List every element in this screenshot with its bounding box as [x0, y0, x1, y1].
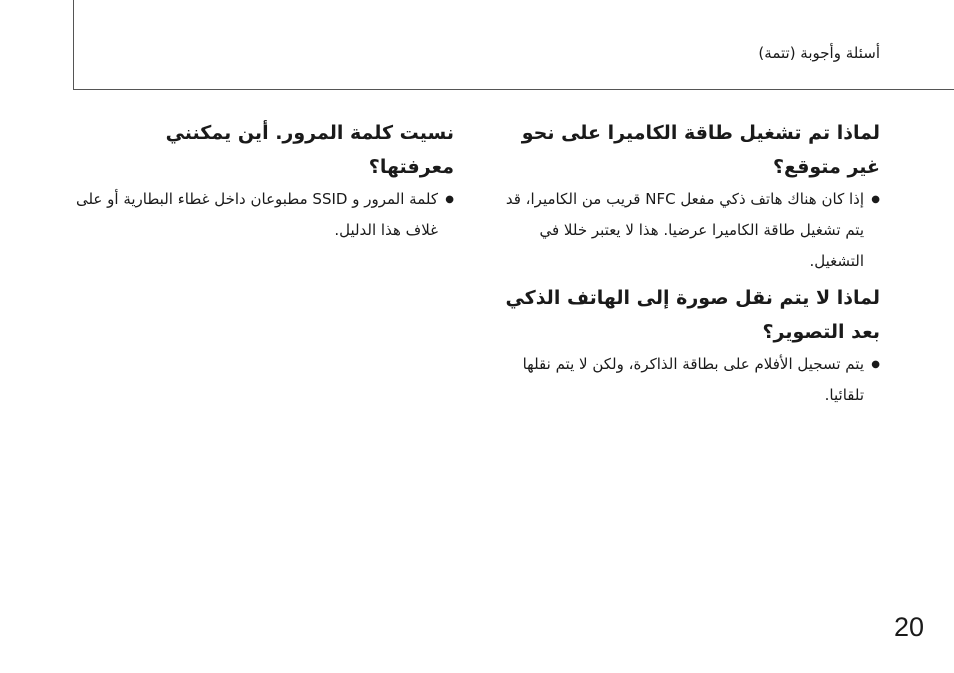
faq-answer: ● يتم تسجيل الأفلام على بطاقة الذاكرة، ولكن لا يتم نقلها تلقائيا. — [488, 349, 880, 411]
faq-answer: ● كلمة المرور و SSID مطبوعان داخل غطاء البطارية أو على غلاف هذا الدليل. — [74, 184, 454, 246]
faq-section-password — [74, 116, 454, 246]
faq-section-transfer — [488, 281, 880, 411]
faq-question: نسيت كلمة المرور. أين يمكنني معرفتها؟ — [165, 122, 454, 178]
faq-question: لماذا تم تشغيل طاقة الكاميرا على نحو غير متوقع؟ — [521, 122, 880, 178]
page-number: 20 — [894, 612, 925, 642]
frame-left-border — [73, 0, 74, 90]
frame-header-rule — [73, 89, 954, 90]
faq-section-power — [488, 116, 880, 277]
right-column — [488, 116, 880, 415]
faq-answer: ● إذا كان هناك هاتف ذكي مفعل NFC قريب من الكاميرا، قد يتم تشغيل طاقة الكاميرا عرضيا. هذا لا يعتبر خللا في التشغيل. — [488, 184, 880, 277]
page-header: أسئلة وأجوبة (تتمة) — [758, 44, 880, 62]
left-column — [74, 116, 454, 250]
faq-question: لماذا لا يتم نقل صورة إلى الهاتف الذكي بعد التصوير؟ — [505, 287, 880, 343]
